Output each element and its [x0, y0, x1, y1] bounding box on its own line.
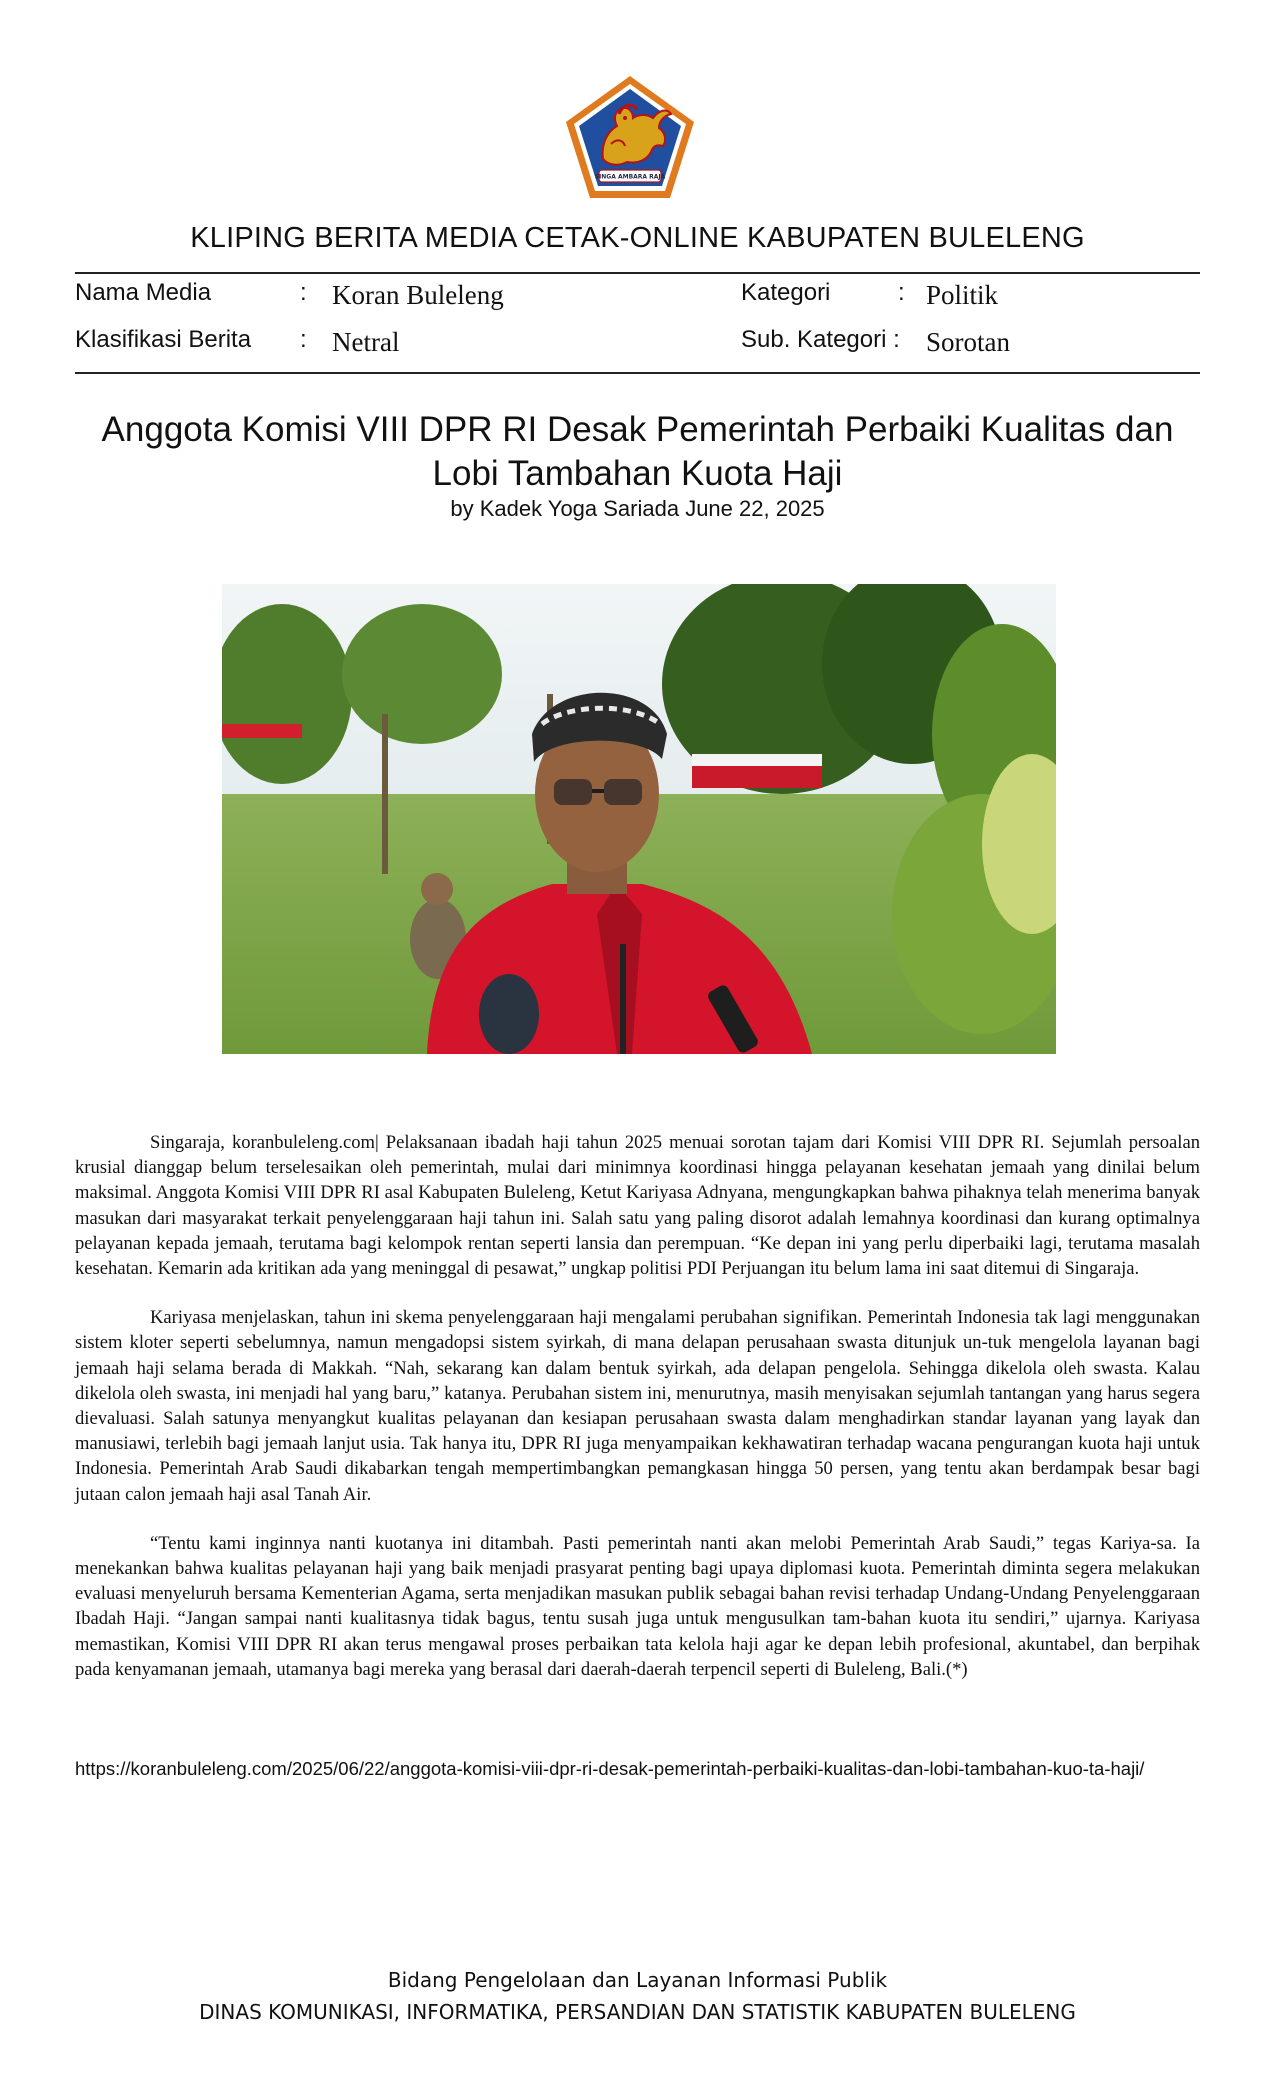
regency-emblem-logo — [563, 74, 697, 200]
classification-label: Klasifikasi Berita — [75, 326, 252, 353]
news-photo — [222, 584, 1056, 1054]
subcategory-value: Sorotan — [926, 327, 1010, 357]
article-paragraph: “Tentu kami inginnya nanti kuotanya ini ditambah. Pasti pemerintah nanti akan melobi Pemerintah Arab Saudi,” tegas Kariya-sa. Ia menekankan bahwa kualitas pelayanan haji yang baik menjadi prasyarat penting bagi upaya diplomasi kuota. Pemerintah diminta segera melakukan evaluasi menyeluruh bersama Kementerian Agama, serta menjadikan masukan publik sebagai bahan revisi terhadap Undang-Undang Penyelenggaraan Ibadah Haji. “Jangan sampai nanti kualitasnya tidak bagus, tentu susah juga untuk mengusulkan tam-bahan kuota itu sendiri,” ujarnya. Kariyasa memastikan, Komisi VIII DPR RI akan terus mengawal proses perbaikan tata kelola haji agar ke depan lebih profesional, akuntabel, dan berpihak pada kenyamanan jemaah, utamanya bagi mereka yang berasal dari daerah-daerah terpencil seperti di Buleleng, Bali.(*) — [75, 1532, 1200, 1680]
article-headline: Anggota Komisi VIII DPR RI Desak Pemerintah Perbaiki Kualitas dan Lobi Tambahan Kuota Haji — [101, 410, 1174, 493]
category-colon: : — [898, 279, 905, 306]
media-name-colon: : — [300, 279, 307, 306]
classification-value: Netral — [332, 327, 400, 357]
header-divider-bottom — [75, 372, 1200, 374]
clipping-header-title: KLIPING BERITA MEDIA CETAK-ONLINE KABUPATEN BULELENG — [190, 222, 1085, 254]
article-paragraph: Singaraja, koranbuleleng.com| Pelaksanaan ibadah haji tahun 2025 menuai sorotan tajam dari Komisi VIII DPR RI. Sejumlah persoalan krusial dianggap belum terselesaikan oleh pemerintah, mulai dari minimnya koordinasi hingga pelayanan kesehatan jemaah yang dinilai belum maksimal. Anggota Komisi VIII DPR RI asal Kabupaten Buleleng, Ketut Kariyasa Adnyana, mengungkapkan bahwa pihaknya telah menerima banyak masukan dari masyarakat terkait penyelenggaraan haji tahun ini. Salah satu yang paling disorot adalah lemahnya koordinasi dan kurang optimalnya pelayanan kepada jemaah, terutama bagi kelompok rentan seperti lansia dan perempuan. “Ke depan ini yang perlu diperbaiki lagi, terutama masalah kesehatan. Kemarin ada kritikan ada yang meninggal di pesawat,” ungkap politisi PDI Perjuangan itu belum lama ini saat ditemui di Singaraja. — [75, 1132, 1200, 1280]
emblem-motto: SINGA AMBARA RAJA — [594, 173, 666, 181]
header-divider-top — [75, 272, 1200, 274]
source-url-link[interactable]: https://koranbuleleng.com/2025/06/22/anggota-komisi-viii-dpr-ri-desak-pemerintah-perbaiki-kualitas-dan-lobi-tambahan-kuo-ta-haji/ — [75, 1758, 1145, 1779]
classification-colon: : — [300, 326, 307, 353]
footer-agency: DINAS KOMUNIKASI, INFORMATIKA, PERSANDIAN DAN STATISTIK KABUPATEN BULELENG — [199, 2000, 1076, 2024]
article-paragraph: Kariyasa menjelaskan, tahun ini skema penyelenggaraan haji mengalami perubahan signifikan. Pemerintah Indonesia tak lagi menggunakan sistem kloter seperti sebelumnya, namun mengadopsi sistem syirkah, di mana delapan perusahaan swasta ditunjuk un-tuk mengelola layanan bagi jemaah haji selama berada di Makkah. “Nah, sekarang kan dalam bentuk syirkah, ada delapan pengelola. Sehingga dikelola oleh swasta. Kalau dikelola oleh swasta, ini menjadi hal yang baru,” katanya. Perubahan sistem ini, menurutnya, masih menyisakan sejumlah tantangan yang harus segera dievaluasi. Salah satunya menyangkut kualitas pelayanan dan kesiapan perusahaan swasta dalam menghadirkan standar layanan yang layak dan manusiawi, terlebih bagi jemaah lanjut usia. Tak hanya itu, DPR RI juga menyampaikan kekhawatiran terhadap wacana pengurangan kuota haji untuk Indonesia. Pemerintah Arab Saudi dikabarkan tengah mempertimbangkan pemangkasan hingga 50 persen, yang tentu akan berdampak besar bagi jutaan calon jemaah haji asal Tanah Air. — [75, 1307, 1200, 1505]
category-value: Politik — [926, 280, 999, 310]
media-name-value: Koran Buleleng — [332, 280, 504, 310]
subcategory-label: Sub. Kategori : — [741, 326, 900, 353]
article-body — [75, 1130, 1200, 1706]
article-byline: by Kadek Yoga Sariada June 22, 2025 — [450, 496, 825, 521]
category-label: Kategori — [741, 279, 831, 306]
footer-division: Bidang Pengelolaan dan Layanan Informasi Publik — [387, 1968, 888, 1992]
media-name-label: Nama Media — [75, 279, 212, 306]
